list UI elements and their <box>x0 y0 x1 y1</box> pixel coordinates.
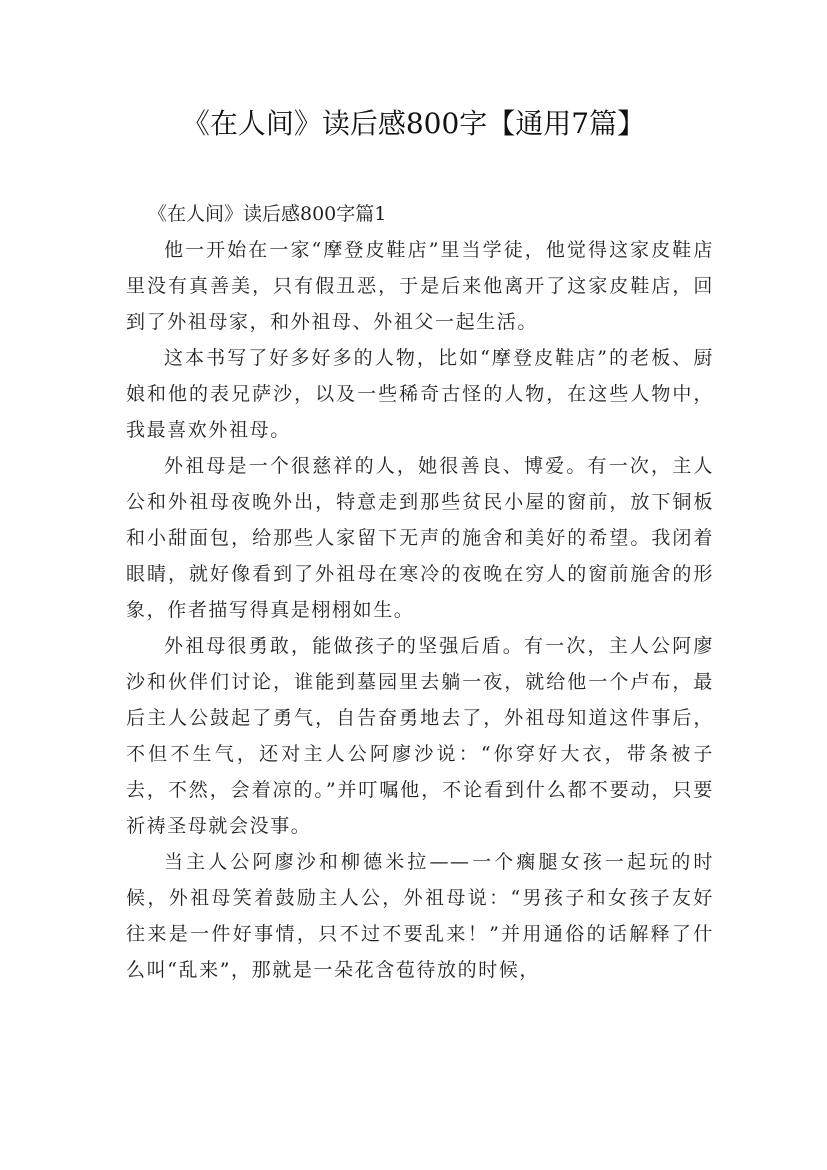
paragraph-3: 外祖母是一个很慈祥的人，她很善良、博爱。有一次，主人公和外祖母夜晚外出，特意走到那些贫民小屋的窗前，放下铜板和小甜面包，给那些人家留下无声的施舍和美好的希望。我闭着眼睛，就好像看到了外祖母在寒冷的夜晚在穷人的窗前施舍的形象，作者描写得真是栩栩如生。 <box>126 455 714 621</box>
paragraph-2: 这本书写了好多好多的人物，比如“摩登皮鞋店”的老板、厨娘和他的表兄萨沙，以及一些稀奇古怪的人物，在这些人物中，我最喜欢外祖母。 <box>126 347 714 441</box>
section-heading: 《在人间》读后感800字篇1 <box>148 203 387 225</box>
paragraph-4: 外祖母很勇敢，能做孩子的坚强后盾。有一次，主人公阿廖沙和伙伴们讨论，谁能到墓园里去躺一夜，就给他一个卢布，最后主人公鼓起了勇气，自告奋勇地去了，外祖母知道这件事后，不但不生气，还对主人公阿廖沙说：“你穿好大衣，带条被子去，不然，会着凉的。”并叮嘱他，不论看到什么都不要动，只要祈祷圣母就会没事。 <box>126 635 714 837</box>
paragraph-1: 他一开始在一家“摩登皮鞋店”里当学徒，他觉得这家皮鞋店里没有真善美，只有假丑恶，于是后来他离开了这家皮鞋店，回到了外祖母家，和外祖母、外祖父一起生活。 <box>126 239 714 333</box>
document-title: 《在人间》读后感800字【通用7篇】 <box>181 107 646 140</box>
paragraph-5: 当主人公阿廖沙和柳德米拉——一个瘸腿女孩一起玩的时候，外祖母笑着鼓励主人公，外祖母说：“男孩子和女孩子友好往来是一件好事情，只不过不要乱来！”并用通俗的话解释了什么叫“乱来”，那就是一朵花含苞待放的时候， <box>126 851 714 981</box>
document-body <box>126 196 714 988</box>
